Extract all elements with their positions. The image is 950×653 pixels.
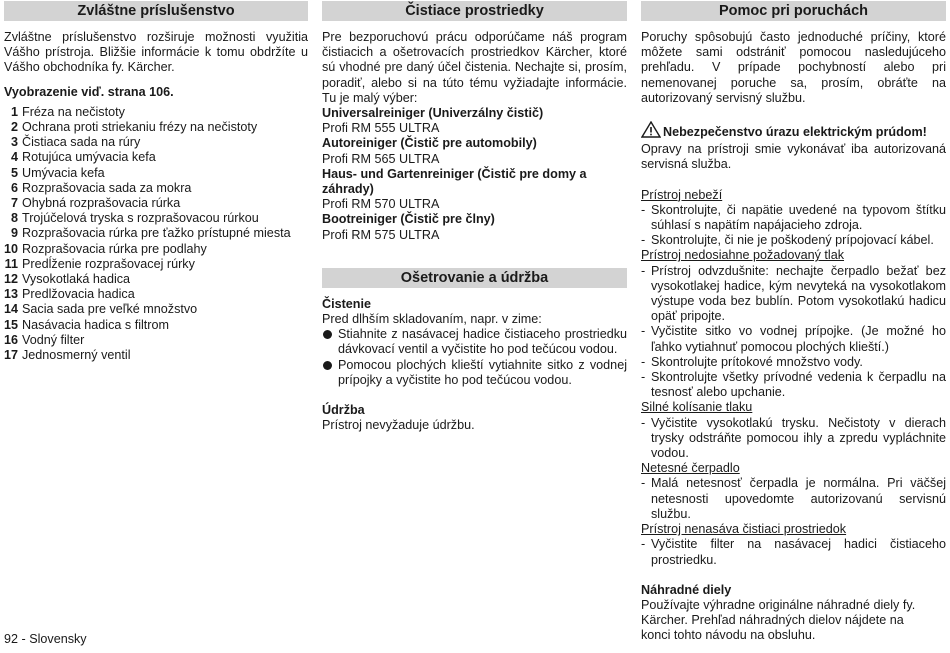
fault-step: - Skontrolujte, či nie je poškodený prípojovací kábel. xyxy=(641,233,946,248)
fault-title: Prístroj nedosiahne požadovaný tlak xyxy=(641,248,845,263)
fault-title: Prístroj nebeží xyxy=(641,187,723,202)
section-heading-accessories: Zvláštne príslušenstvo xyxy=(4,1,308,21)
section-heading-troubleshooting: Pomoc pri poruchách xyxy=(641,1,946,21)
page-footer: 92 - Slovensky xyxy=(4,632,87,646)
list-item: 1 Fréza na nečistoty xyxy=(10,104,125,119)
figure-reference: Vyobrazenie viď. strana 106. xyxy=(4,84,174,99)
column-troubleshooting xyxy=(641,0,946,644)
accessories-intro: Zvláštne príslušenstvo rozširuje možnosti využitia Vášho prístroja. Bližšie informácie k tomu obdržíte u Vášho obchodníka fy. Kärcher. xyxy=(4,30,308,75)
fault-step: - Vyčistite filter na nasávacej hadici čistiaceho prostriedku. xyxy=(641,537,946,567)
list-item: 15 Nasávacia hadica s filtrom xyxy=(4,317,169,332)
product-code: Profi RM 575 ULTRA xyxy=(322,227,440,242)
product-code: Profi RM 565 ULTRA xyxy=(322,151,440,166)
cleaning-intro: Pred dlhším skladovaním, napr. v zime: xyxy=(322,312,542,327)
fault-step: - Prístroj odvzdušnite: nechajte čerpadlo bežať bez vysokotlakej hadice, kým nevyteká na vysokotlakom výstupe voda bez bublín. Potom vysokotlakú hadicu opäť pripojte. xyxy=(641,264,946,325)
list-item: 16 Vodný filter xyxy=(4,332,85,347)
list-item: 6 Rozprašovacia sada za mokra xyxy=(10,180,192,195)
warning-heading: Nebezpečenstvo úrazu elektrickým prúdom! xyxy=(641,121,946,142)
fault-step: - Vyčistite vysokotlakú trysku. Nečistoty v dierach trysky odstráňte pomocou ihly a zpredu vypláchnite vodou. xyxy=(641,416,946,462)
product-name: Universalreiniger (Univerzálny čistič) xyxy=(322,106,544,121)
column-accessories xyxy=(4,0,308,363)
fault-title: Silné kolísanie tlaku xyxy=(641,400,753,415)
list-item: 8 Trojúčelová tryska s rozprašovacou rúrkou xyxy=(10,211,259,226)
fault-title: Netesné čerpadlo xyxy=(641,461,740,476)
product-name: Bootreiniger (Čistič pre člny) xyxy=(322,212,495,227)
list-item: 10 Rozprašovacia rúrka pre podlahy xyxy=(4,241,207,256)
product-name: Autoreiniger (Čistič pre automobily) xyxy=(322,136,537,151)
product-code: Profi RM 570 ULTRA xyxy=(322,197,440,212)
cleaning-step: Stiahnite z nasávacej hadice čistiaceho prostriedku dávkovací ventil a vyčistite ho pod tečúcou vodou. xyxy=(322,327,627,357)
warning-triangle-icon xyxy=(641,121,661,142)
list-item: 13 Predlžovacia hadica xyxy=(4,287,135,302)
fault-step: - Skontrolujte, či napätie uvedené na typovom štítku súhlasí s napätím napájacieho zdroja. xyxy=(641,203,946,233)
list-item: 14 Sacia sada pre veľké množstvo xyxy=(4,302,198,317)
list-item: 5 Umývacia kefa xyxy=(10,165,105,180)
fault-step: - Vyčistite sitko vo vodnej prípojke. (Je možné ho ľahko vytiahnuť pomocou plochých klieští.) xyxy=(641,324,946,354)
column-cleaning-agents xyxy=(322,0,627,433)
fault-step: - Malá netesnosť čerpadla je normálna. Pri väčšej netesnosti upovedomte autorizovanú servisnú službu. xyxy=(641,476,946,522)
spare-parts-text: Používajte výhradne originálne náhradné diely fy. Kärcher. Prehľad náhradných dielov nájdete na konci tohto návodu na obsluhu. xyxy=(641,597,916,643)
list-item: 12 Vysokotlaká hadica xyxy=(4,272,131,287)
section-heading-cleaning-agents: Čistiace prostriedky xyxy=(322,1,627,21)
list-item: 4 Rotujúca umývacia kefa xyxy=(10,150,156,165)
product-name: Haus- und Gartenreiniger (Čistič pre domy a záhrady) xyxy=(322,166,587,197)
cleaning-step: Pomocou plochých klieští vytiahnite sitko z vodnej prípojky a vyčistite ho pod tečúcou vodou. xyxy=(322,358,627,388)
fault-step: - Skontrolujte prítokové množstvo vody. xyxy=(641,355,946,370)
list-item: 17 Jednosmerný ventil xyxy=(4,348,131,363)
list-item: 11 Predĺženie rozprašovacej rúrky xyxy=(4,256,195,271)
spare-parts-title: Náhradné diely xyxy=(641,582,732,597)
product-code: Profi RM 555 ULTRA xyxy=(322,121,440,136)
section-heading-maintenance: Ošetrovanie a údržba xyxy=(322,268,627,288)
fault-step: - Skontrolujte všetky prívodné vedenia k čerpadlu na tesnosť alebo upchanie. xyxy=(641,370,946,400)
list-item: 3 Čistiaca sada na rúry xyxy=(10,135,141,150)
list-item: 9 Rozprašovacia rúrka pre ťažko prístupné miesta xyxy=(10,226,291,241)
accessories-list xyxy=(4,105,308,363)
troubleshooting-intro: Poruchy spôsobujú často jednoduché príčiny, ktoré môžete sami odstrániť pomocou nasledujúceho prehľadu. V prípade pochybností alebo pri nemenovanej poruche sa, prosím, obráťte na autorizovaný servisný službu. xyxy=(641,30,946,105)
warning-text: Opravy na prístroji smie vykonávať iba autorizovaná servisná služba. xyxy=(641,142,946,172)
maintenance-text: Prístroj nevyžaduje údržbu. xyxy=(322,418,475,433)
list-item: 7 Ohybná rozprašovacia rúrka xyxy=(10,196,181,211)
fault-title: Prístroj nenasáva čistiaci prostriedok xyxy=(641,522,847,537)
cleaning-agents-intro: Pre bezporuchovú prácu odporúčame náš program čistiacich a ošetrovacích prostriedkov Kärcher, ktoré sú vhodné pre daný účel čistenia. Nechajte si, prosím, poradiť, alebo si na túto tému vyžiadajte informácie. Tu je malý výber: xyxy=(322,30,627,105)
cleaning-title: Čistenie xyxy=(322,296,371,311)
list-item: 2 Ochrana proti striekaniu frézy na nečistoty xyxy=(10,120,258,135)
maintenance-title: Údržba xyxy=(322,403,365,418)
